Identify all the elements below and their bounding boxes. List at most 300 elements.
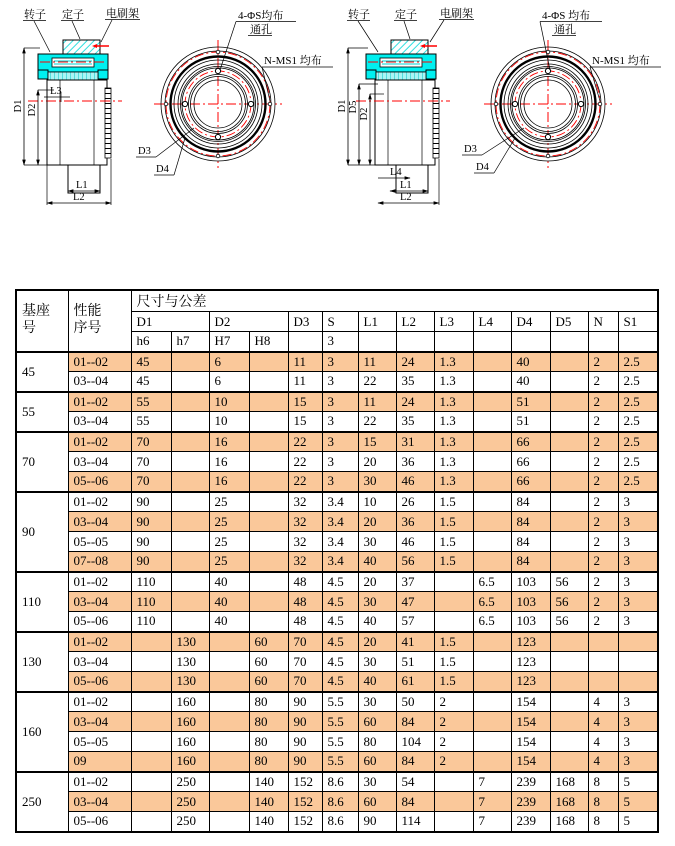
- table-row: [16, 532, 658, 552]
- subcol-l4: [473, 332, 511, 352]
- value-cell: [550, 452, 588, 472]
- table-row: [16, 592, 658, 612]
- value-cell: 4: [588, 692, 618, 712]
- value-cell: 103: [511, 612, 550, 632]
- col-header-d3: D3: [288, 312, 322, 332]
- value-cell: 8: [588, 772, 618, 792]
- value-cell: 25: [209, 492, 249, 512]
- value-cell: 6: [209, 372, 249, 392]
- dim-d2: D2: [359, 107, 370, 121]
- perf-serial-cell: 09: [68, 752, 131, 772]
- value-cell: 2: [588, 352, 618, 372]
- value-cell: 5.5: [322, 752, 358, 772]
- value-cell: [249, 412, 288, 432]
- value-cell: [550, 712, 588, 732]
- value-cell: 4.5: [322, 572, 358, 592]
- value-cell: 103: [511, 572, 550, 592]
- value-cell: 40: [511, 372, 550, 392]
- table-row: [16, 432, 658, 452]
- value-cell: 66: [511, 472, 550, 492]
- col-header-base: 基座号: [16, 290, 68, 352]
- value-cell: [473, 632, 511, 652]
- subcol-d5: [550, 332, 588, 352]
- value-cell: 90: [131, 492, 171, 512]
- value-cell: 40: [358, 612, 396, 632]
- value-cell: [473, 532, 511, 552]
- value-cell: 3: [322, 352, 358, 372]
- value-cell: 90: [288, 732, 322, 752]
- value-cell: [473, 412, 511, 432]
- dim-l4: L4: [390, 167, 402, 178]
- value-cell: 24: [396, 392, 434, 412]
- value-cell: [209, 632, 249, 652]
- col-header-s1: S1: [618, 312, 658, 332]
- subcol-h6: h6: [131, 332, 171, 352]
- perf-serial-cell: 03--04: [68, 512, 131, 532]
- value-cell: 26: [396, 492, 434, 512]
- value-cell: 168: [550, 772, 588, 792]
- value-cell: 20: [358, 452, 396, 472]
- value-cell: [550, 672, 588, 692]
- value-cell: 80: [249, 692, 288, 712]
- value-cell: 2: [588, 512, 618, 532]
- value-cell: 40: [209, 612, 249, 632]
- value-cell: 22: [288, 452, 322, 472]
- value-cell: 140: [249, 812, 288, 832]
- value-cell: 15: [288, 392, 322, 412]
- value-cell: [550, 632, 588, 652]
- value-cell: 2.5: [618, 392, 658, 412]
- value-cell: 32: [288, 552, 322, 572]
- value-cell: [473, 352, 511, 372]
- value-cell: 51: [511, 412, 550, 432]
- perf-serial-cell: 01--02: [68, 492, 131, 512]
- value-cell: 4.5: [322, 652, 358, 672]
- value-cell: 2: [434, 692, 473, 712]
- value-cell: [171, 372, 209, 392]
- value-cell: 90: [131, 512, 171, 532]
- dim-d2: D2: [27, 103, 38, 117]
- value-cell: 1.5: [434, 532, 473, 552]
- value-cell: 30: [358, 692, 396, 712]
- table-body: [16, 352, 658, 832]
- value-cell: 160: [171, 712, 209, 732]
- stator-label: 定子: [395, 9, 417, 21]
- value-cell: [249, 592, 288, 612]
- value-cell: 60: [358, 752, 396, 772]
- value-cell: 56: [550, 612, 588, 632]
- subcol-d4: [511, 332, 550, 352]
- value-cell: 35: [396, 372, 434, 392]
- value-cell: 15: [288, 412, 322, 432]
- value-cell: [473, 712, 511, 732]
- value-cell: 239: [511, 772, 550, 792]
- value-cell: 90: [358, 812, 396, 832]
- value-cell: [550, 492, 588, 512]
- perf-serial-cell: 03--04: [68, 592, 131, 612]
- table-row: [16, 352, 658, 372]
- value-cell: [209, 752, 249, 772]
- value-cell: 1.3: [434, 372, 473, 392]
- value-cell: 3.4: [322, 552, 358, 572]
- perf-serial-cell: 05--06: [68, 612, 131, 632]
- value-cell: [550, 352, 588, 372]
- value-cell: 3: [322, 392, 358, 412]
- col-header-l2: L2: [396, 312, 434, 332]
- value-cell: [171, 432, 209, 452]
- value-cell: 2.5: [618, 472, 658, 492]
- dim-l3: L3: [50, 86, 62, 97]
- value-cell: 24: [396, 352, 434, 372]
- value-cell: 4.5: [322, 632, 358, 652]
- dim-l1: L1: [400, 180, 412, 191]
- value-cell: 16: [209, 472, 249, 492]
- value-cell: [209, 712, 249, 732]
- slip-ring-assembly: [38, 40, 109, 80]
- value-cell: 2: [434, 732, 473, 752]
- table-row: [16, 572, 658, 592]
- value-cell: 48: [288, 592, 322, 612]
- value-cell: 40: [511, 352, 550, 372]
- value-cell: [588, 652, 618, 672]
- col-header-d4: D4: [511, 312, 550, 332]
- value-cell: 4: [588, 712, 618, 732]
- value-cell: 3.4: [322, 532, 358, 552]
- perf-serial-cell: 05--06: [68, 672, 131, 692]
- value-cell: [249, 612, 288, 632]
- value-cell: [171, 472, 209, 492]
- value-cell: 70: [288, 652, 322, 672]
- value-cell: [550, 532, 588, 552]
- perf-serial-cell: 03--04: [68, 412, 131, 432]
- value-cell: 154: [511, 752, 550, 772]
- value-cell: [131, 632, 171, 652]
- value-cell: 7: [473, 792, 511, 812]
- value-cell: 40: [209, 572, 249, 592]
- value-cell: [473, 672, 511, 692]
- value-cell: [249, 572, 288, 592]
- value-cell: 40: [209, 592, 249, 612]
- value-cell: [209, 692, 249, 712]
- value-cell: 3: [618, 732, 658, 752]
- value-cell: 1.3: [434, 412, 473, 432]
- body-section: [28, 80, 122, 193]
- perf-serial-cell: 05--05: [68, 732, 131, 752]
- value-cell: [434, 572, 473, 592]
- table-row: [16, 752, 658, 772]
- value-cell: 154: [511, 732, 550, 752]
- value-cell: [131, 792, 171, 812]
- value-cell: [131, 752, 171, 772]
- value-cell: 8: [588, 812, 618, 832]
- value-cell: 110: [131, 572, 171, 592]
- perf-serial-cell: 03--04: [68, 372, 131, 392]
- value-cell: 84: [396, 712, 434, 732]
- value-cell: 239: [511, 792, 550, 812]
- value-cell: 16: [209, 432, 249, 452]
- rotor-label: 转子: [348, 9, 370, 21]
- subcol-d3: [288, 332, 322, 352]
- value-cell: 60: [249, 652, 288, 672]
- value-cell: [171, 572, 209, 592]
- perf-serial-cell: 01--02: [68, 392, 131, 412]
- value-cell: 123: [511, 632, 550, 652]
- value-cell: 16: [209, 452, 249, 472]
- value-cell: 110: [131, 612, 171, 632]
- value-cell: 60: [249, 632, 288, 652]
- thread-note: N-MS1 均布: [264, 55, 322, 67]
- value-cell: [209, 772, 249, 792]
- value-cell: 6: [209, 352, 249, 372]
- perf-serial-cell: 05--06: [68, 812, 131, 832]
- value-cell: 80: [249, 712, 288, 732]
- value-cell: [209, 792, 249, 812]
- value-cell: 90: [131, 532, 171, 552]
- value-cell: [131, 732, 171, 752]
- value-cell: 3: [618, 712, 658, 732]
- perf-serial-cell: 01--02: [68, 772, 131, 792]
- value-cell: 250: [171, 772, 209, 792]
- value-cell: 4: [588, 752, 618, 772]
- value-cell: [550, 512, 588, 532]
- value-cell: 31: [396, 432, 434, 452]
- value-cell: 7: [473, 772, 511, 792]
- perf-serial-cell: 07--08: [68, 552, 131, 572]
- value-cell: [588, 632, 618, 652]
- value-cell: [473, 552, 511, 572]
- value-cell: 2: [588, 592, 618, 612]
- perf-serial-cell: 01--02: [68, 432, 131, 452]
- value-cell: [209, 672, 249, 692]
- value-cell: [473, 732, 511, 752]
- value-cell: 45: [131, 352, 171, 372]
- value-cell: 80: [249, 752, 288, 772]
- base-number-cell: 110: [16, 572, 68, 632]
- value-cell: [473, 452, 511, 472]
- value-cell: 30: [358, 652, 396, 672]
- value-cell: 84: [396, 792, 434, 812]
- holes-note-line2: 通孔: [250, 24, 272, 36]
- value-cell: 8.6: [322, 792, 358, 812]
- dim-d3: D3: [464, 144, 477, 155]
- value-cell: 5: [618, 812, 658, 832]
- subcol-H8: H8: [249, 332, 288, 352]
- col-header-dims-title: 尺寸与公差: [131, 290, 658, 312]
- value-cell: 11: [288, 372, 322, 392]
- col-header-l4: L4: [473, 312, 511, 332]
- value-cell: 2: [588, 532, 618, 552]
- value-cell: [473, 652, 511, 672]
- value-cell: 4: [588, 732, 618, 752]
- value-cell: 11: [358, 352, 396, 372]
- value-cell: 154: [511, 712, 550, 732]
- value-cell: 51: [396, 652, 434, 672]
- holes-note-line2: 通孔: [554, 24, 576, 36]
- value-cell: [171, 612, 209, 632]
- value-cell: 20: [358, 632, 396, 652]
- value-cell: 30: [358, 472, 396, 492]
- table-row: [16, 812, 658, 832]
- value-cell: 3: [618, 592, 658, 612]
- table-row: [16, 612, 658, 632]
- value-cell: 160: [171, 732, 209, 752]
- value-cell: [550, 412, 588, 432]
- value-cell: 70: [131, 432, 171, 452]
- value-cell: 22: [358, 412, 396, 432]
- value-cell: 123: [511, 672, 550, 692]
- dim-d1: D1: [337, 99, 348, 113]
- perf-serial-cell: 05--05: [68, 532, 131, 552]
- value-cell: 152: [288, 812, 322, 832]
- table-row: [16, 672, 658, 692]
- value-cell: [473, 432, 511, 452]
- value-cell: 3: [322, 412, 358, 432]
- value-cell: 140: [249, 772, 288, 792]
- value-cell: [473, 372, 511, 392]
- table-row: [16, 792, 658, 812]
- table-row: [16, 392, 658, 412]
- value-cell: 84: [396, 752, 434, 772]
- perf-serial-cell: 03--04: [68, 652, 131, 672]
- col-header-s: S: [322, 312, 358, 332]
- value-cell: 130: [171, 672, 209, 692]
- subcol-l3: [434, 332, 473, 352]
- value-cell: [249, 392, 288, 412]
- base-number-cell: 45: [16, 352, 68, 392]
- value-cell: 140: [249, 792, 288, 812]
- value-cell: 46: [396, 532, 434, 552]
- value-cell: 48: [288, 572, 322, 592]
- value-cell: 11: [358, 392, 396, 412]
- table-row: [16, 632, 658, 652]
- value-cell: 1.5: [434, 672, 473, 692]
- value-cell: 152: [288, 792, 322, 812]
- perf-serial-cell: 01--02: [68, 572, 131, 592]
- value-cell: [249, 352, 288, 372]
- value-cell: 2: [434, 712, 473, 732]
- perf-serial-cell: 03--04: [68, 712, 131, 732]
- value-cell: 2.5: [618, 412, 658, 432]
- value-cell: [434, 772, 473, 792]
- value-cell: [171, 552, 209, 572]
- value-cell: 130: [171, 652, 209, 672]
- value-cell: 2: [588, 572, 618, 592]
- value-cell: 3: [618, 492, 658, 512]
- value-cell: [473, 752, 511, 772]
- dim-d5: D5: [348, 100, 359, 114]
- value-cell: 80: [358, 732, 396, 752]
- value-cell: 47: [396, 592, 434, 612]
- value-cell: 168: [550, 812, 588, 832]
- value-cell: [171, 512, 209, 532]
- value-cell: 3: [618, 752, 658, 772]
- value-cell: 25: [209, 552, 249, 572]
- value-cell: [249, 472, 288, 492]
- value-cell: 6.5: [473, 592, 511, 612]
- value-cell: 110: [131, 592, 171, 612]
- thread-note: N-MS1 均布: [592, 55, 650, 67]
- value-cell: 8.6: [322, 772, 358, 792]
- value-cell: 2: [588, 432, 618, 452]
- value-cell: 1.3: [434, 352, 473, 372]
- value-cell: [249, 512, 288, 532]
- subcol-s1: [618, 332, 658, 352]
- value-cell: 5: [618, 772, 658, 792]
- value-cell: 4.5: [322, 672, 358, 692]
- value-cell: 239: [511, 812, 550, 832]
- value-cell: 3: [322, 372, 358, 392]
- value-cell: [171, 392, 209, 412]
- value-cell: 2.5: [618, 372, 658, 392]
- value-cell: 90: [288, 752, 322, 772]
- col-header-d1: D1: [131, 312, 209, 332]
- value-cell: 60: [249, 672, 288, 692]
- value-cell: 54: [396, 772, 434, 792]
- value-cell: [171, 532, 209, 552]
- value-cell: [434, 592, 473, 612]
- col-header-perf: 性能序号: [68, 290, 131, 352]
- dim-d4: D4: [476, 162, 489, 173]
- value-cell: 5: [618, 792, 658, 812]
- value-cell: 36: [396, 452, 434, 472]
- value-cell: 70: [288, 632, 322, 652]
- value-cell: 6.5: [473, 612, 511, 632]
- value-cell: 30: [358, 772, 396, 792]
- value-cell: 61: [396, 672, 434, 692]
- value-cell: 56: [550, 592, 588, 612]
- dim-l2: L2: [400, 192, 412, 203]
- value-cell: [550, 472, 588, 492]
- value-cell: 5.5: [322, 692, 358, 712]
- value-cell: 70: [131, 452, 171, 472]
- value-cell: 32: [288, 512, 322, 532]
- rotor-label: 转子: [24, 9, 46, 21]
- value-cell: 104: [396, 732, 434, 752]
- col-header-d5: D5: [550, 312, 588, 332]
- value-cell: 152: [288, 772, 322, 792]
- value-cell: [209, 812, 249, 832]
- dim-d1: D1: [13, 99, 24, 113]
- value-cell: [171, 352, 209, 372]
- brush-holder-label: 电刷架: [106, 8, 139, 20]
- value-cell: 250: [171, 792, 209, 812]
- col-header-d2: D2: [209, 312, 288, 332]
- dim-d3: D3: [138, 146, 151, 157]
- table-row: [16, 412, 658, 432]
- value-cell: [550, 552, 588, 572]
- value-cell: [249, 432, 288, 452]
- value-cell: 22: [288, 472, 322, 492]
- value-cell: [550, 392, 588, 412]
- value-cell: [550, 372, 588, 392]
- value-cell: [131, 712, 171, 732]
- table-row: [16, 732, 658, 752]
- value-cell: 1.3: [434, 472, 473, 492]
- value-cell: 32: [288, 532, 322, 552]
- value-cell: 22: [288, 432, 322, 452]
- value-cell: 3: [618, 692, 658, 712]
- value-cell: 60: [358, 792, 396, 812]
- value-cell: 55: [131, 412, 171, 432]
- value-cell: 50: [396, 692, 434, 712]
- value-cell: 11: [288, 352, 322, 372]
- value-cell: [550, 652, 588, 672]
- value-cell: 8.6: [322, 812, 358, 832]
- value-cell: 4.5: [322, 612, 358, 632]
- value-cell: [434, 612, 473, 632]
- value-cell: 45: [131, 372, 171, 392]
- perf-serial-cell: 05--06: [68, 472, 131, 492]
